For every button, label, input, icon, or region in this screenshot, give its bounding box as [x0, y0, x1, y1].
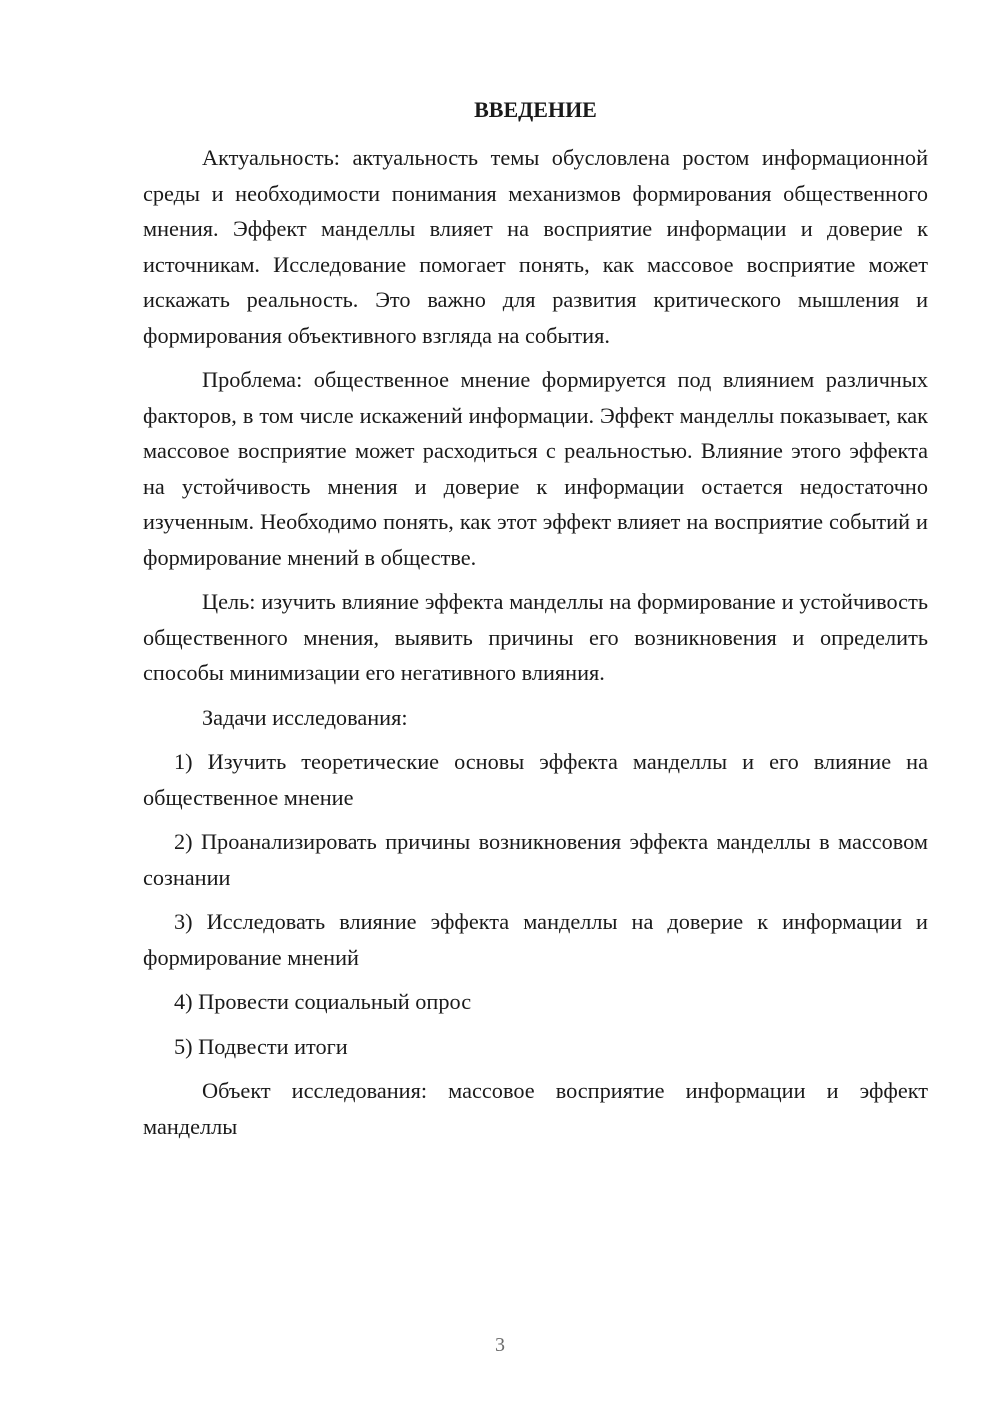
task-item-1: 1) Изучить теоретические основы эффекта манделлы и его влияние на общественное мнение	[143, 749, 928, 810]
page-number: 3	[495, 1334, 505, 1356]
problem-paragraph: Проблема: общественное мнение формируется под влиянием различных факторов, в том числе искажений информации. Эффект манделлы показывает, как массовое восприятие может расходиться с реальностью. Влияние этого эффекта на устойчивость мнения и доверие к информации остается недостаточно изученным. Необходимо понять, как этот эффект влияет на восприятие событий и формирование мнений в обществе.	[143, 367, 928, 570]
relevance-paragraph: Актуальность: актуальность темы обусловлена ростом информационной среды и необходимости понимания механизмов формирования общественного мнения. Эффект манделлы влияет на восприятие информации и доверие к источникам. Исследование помогает понять, как массовое восприятие может искажать реальность. Это важно для развития критического мышления и формирования объективного взгляда на события.	[143, 145, 928, 348]
task-item-5: 5) Подвести итоги	[174, 1033, 348, 1059]
section-title: ВВЕДЕНИЕ	[474, 97, 597, 122]
document-page	[143, 92, 928, 1153]
tasks-heading: Задачи исследования:	[202, 704, 408, 730]
goal-paragraph: Цель: изучить влияние эффекта манделлы на формирование и устойчивость общественного мнения, выявить причины его возникновения и определить способы минимизации его негативного влияния.	[143, 589, 928, 685]
task-item-4: 4) Провести социальный опрос	[174, 989, 472, 1014]
task-item-3: 3) Исследовать влияние эффекта манделлы на доверие к информации и формирование мнений	[143, 909, 928, 970]
task-item-2: 2) Проанализировать причины возникновения эффекта манделлы в массовом сознании	[143, 829, 928, 890]
object-paragraph: Объект исследования: массовое восприятие информации и эффект манделлы	[143, 1078, 928, 1139]
